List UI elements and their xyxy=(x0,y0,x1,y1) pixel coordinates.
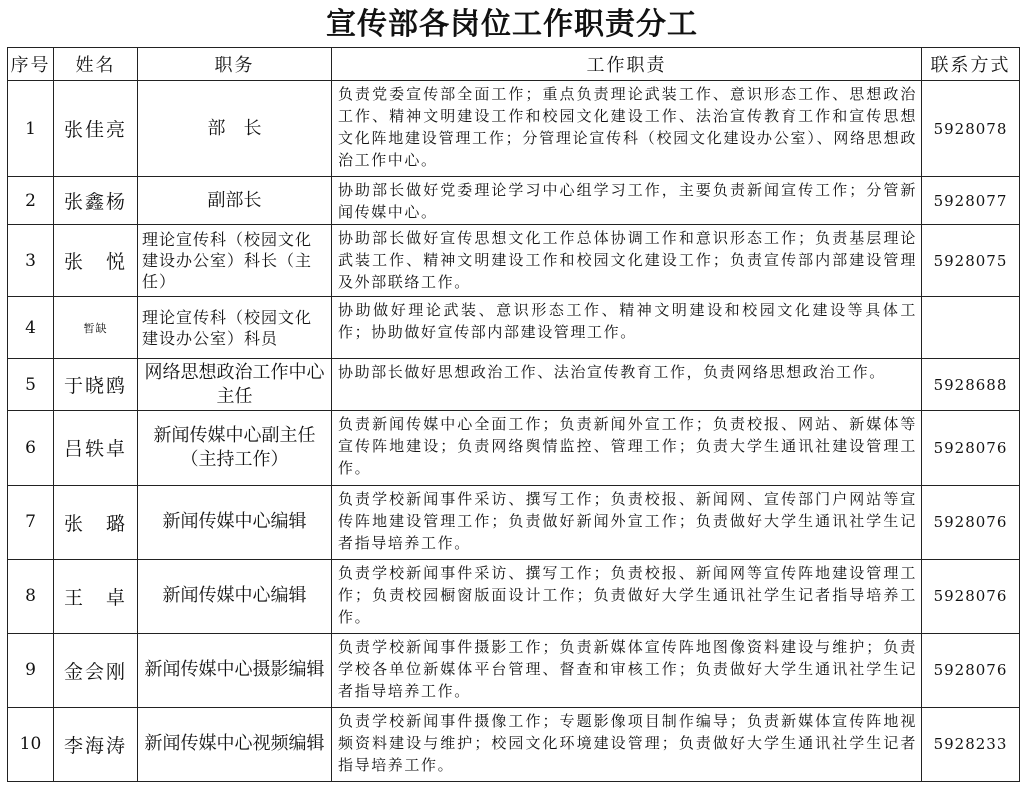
row-contact: 5928076 xyxy=(922,633,1020,707)
table-row xyxy=(8,633,1020,707)
row-name: 李海涛 xyxy=(54,707,138,781)
row-contact: 5928078 xyxy=(922,81,1020,177)
page-title: 宣传部各岗位工作职责分工 xyxy=(326,7,698,42)
row-duty: 负责党委宣传部全面工作；重点负责理论武装工作、意识形态工作、思想政治工作、精神文明建设工作和校园文化建设工作、法治宣传教育工作和宣传思想文化阵地建设管理工作；分管理论宣传科（校园文化建设办公室）、网络思想政治工作中心。 xyxy=(332,81,922,177)
table-row xyxy=(8,707,1020,781)
row-contact: 5928688 xyxy=(922,359,1020,411)
table-header-row xyxy=(8,48,1020,81)
table-row xyxy=(8,225,1020,297)
row-duty: 负责学校新闻事件采访、撰写工作；负责校报、新闻网、宣传部门户网站等宣传阵地建设管理工作；负责做好新闻外宣工作；负责做好大学生通讯社学生记者指导培养工作。 xyxy=(332,485,922,559)
row-no: 1 xyxy=(8,81,54,177)
table-row xyxy=(8,559,1020,633)
table-row xyxy=(8,81,1020,177)
row-name: 暂缺 xyxy=(54,297,138,359)
row-no: 8 xyxy=(8,559,54,633)
row-no: 7 xyxy=(8,485,54,559)
row-position: 新闻传媒中心视频编辑 xyxy=(138,707,332,781)
row-duty: 协助部长做好思想政治工作、法治宣传教育工作，负责网络思想政治工作。 xyxy=(332,359,922,411)
header-no: 序号 xyxy=(8,48,54,81)
row-position: 新闻传媒中心摄影编辑 xyxy=(138,633,332,707)
table-row xyxy=(8,359,1020,411)
header-duty: 工作职责 xyxy=(332,48,922,81)
row-duty: 负责学校新闻事件采访、撰写工作；负责校报、新闻网等宣传阵地建设管理工作；负责校园橱窗版面设计工作；负责做好大学生通讯社学生记者指导培养工作。 xyxy=(332,559,922,633)
row-contact xyxy=(922,297,1020,359)
row-name: 吕轶卓 xyxy=(54,411,138,485)
row-duty: 负责新闻传媒中心全面工作；负责新闻外宣工作；负责校报、网站、新媒体等宣传阵地建设；负责网络舆情监控、管理工作；负责大学生通讯社建设管理工作。 xyxy=(332,411,922,485)
row-name: 张 璐 xyxy=(54,485,138,559)
header-contact: 联系方式 xyxy=(922,48,1020,81)
row-no: 9 xyxy=(8,633,54,707)
row-contact: 5928233 xyxy=(922,707,1020,781)
row-duty: 负责学校新闻事件摄像工作；专题影像项目制作编导；负责新媒体宣传阵地视频资料建设与维护；校园文化环境建设管理；负责做好大学生通讯社学生记者指导培养工作。 xyxy=(332,707,922,781)
table-row xyxy=(8,297,1020,359)
row-position: 副部长 xyxy=(138,177,332,225)
row-name: 张 悦 xyxy=(54,225,138,297)
header-name: 姓名 xyxy=(54,48,138,81)
header-position: 职务 xyxy=(138,48,332,81)
row-no: 3 xyxy=(8,225,54,297)
row-contact: 5928076 xyxy=(922,411,1020,485)
row-name: 张鑫杨 xyxy=(54,177,138,225)
row-position: 新闻传媒中心编辑 xyxy=(138,485,332,559)
table-row xyxy=(8,485,1020,559)
row-duty: 协助做好理论武装、意识形态工作、精神文明建设和校园文化建设等具体工作；协助做好宣传部内部建设管理工作。 xyxy=(332,297,922,359)
row-position: 部 长 xyxy=(138,81,332,177)
row-position: 新闻传媒中心编辑 xyxy=(138,559,332,633)
row-duty: 负责学校新闻事件摄影工作；负责新媒体宣传阵地图像资料建设与维护；负责学校各单位新媒体平台管理、督查和审核工作；负责做好大学生通讯社学生记者指导培养工作。 xyxy=(332,633,922,707)
table-row xyxy=(8,177,1020,225)
row-duty: 协助部长做好党委理论学习中心组学习工作，主要负责新闻宣传工作；分管新闻传媒中心。 xyxy=(332,177,922,225)
row-name: 张佳亮 xyxy=(54,81,138,177)
row-name: 于晓鸥 xyxy=(54,359,138,411)
row-position: 理论宣传科（校园文化建设办公室）科员 xyxy=(138,297,332,359)
row-no: 6 xyxy=(8,411,54,485)
row-contact: 5928077 xyxy=(922,177,1020,225)
row-position: 新闻传媒中心副主任（主持工作） xyxy=(138,411,332,485)
row-contact: 5928076 xyxy=(922,485,1020,559)
table-row xyxy=(8,411,1020,485)
row-contact: 5928075 xyxy=(922,225,1020,297)
row-position: 理论宣传科（校园文化建设办公室）科长（主任） xyxy=(138,225,332,297)
row-no: 4 xyxy=(8,297,54,359)
row-duty: 协助部长做好宣传思想文化工作总体协调工作和意识形态工作；负责基层理论武装工作、精神文明建设工作和校园文化建设工作；负责宣传部内部建设管理及外部联络工作。 xyxy=(332,225,922,297)
row-no: 2 xyxy=(8,177,54,225)
row-no: 5 xyxy=(8,359,54,411)
row-position: 网络思想政治工作中心主任 xyxy=(138,359,332,411)
row-no: 10 xyxy=(8,707,54,781)
row-name: 金会刚 xyxy=(54,633,138,707)
row-name: 王 卓 xyxy=(54,559,138,633)
duty-table xyxy=(7,47,1020,782)
row-contact: 5928076 xyxy=(922,559,1020,633)
